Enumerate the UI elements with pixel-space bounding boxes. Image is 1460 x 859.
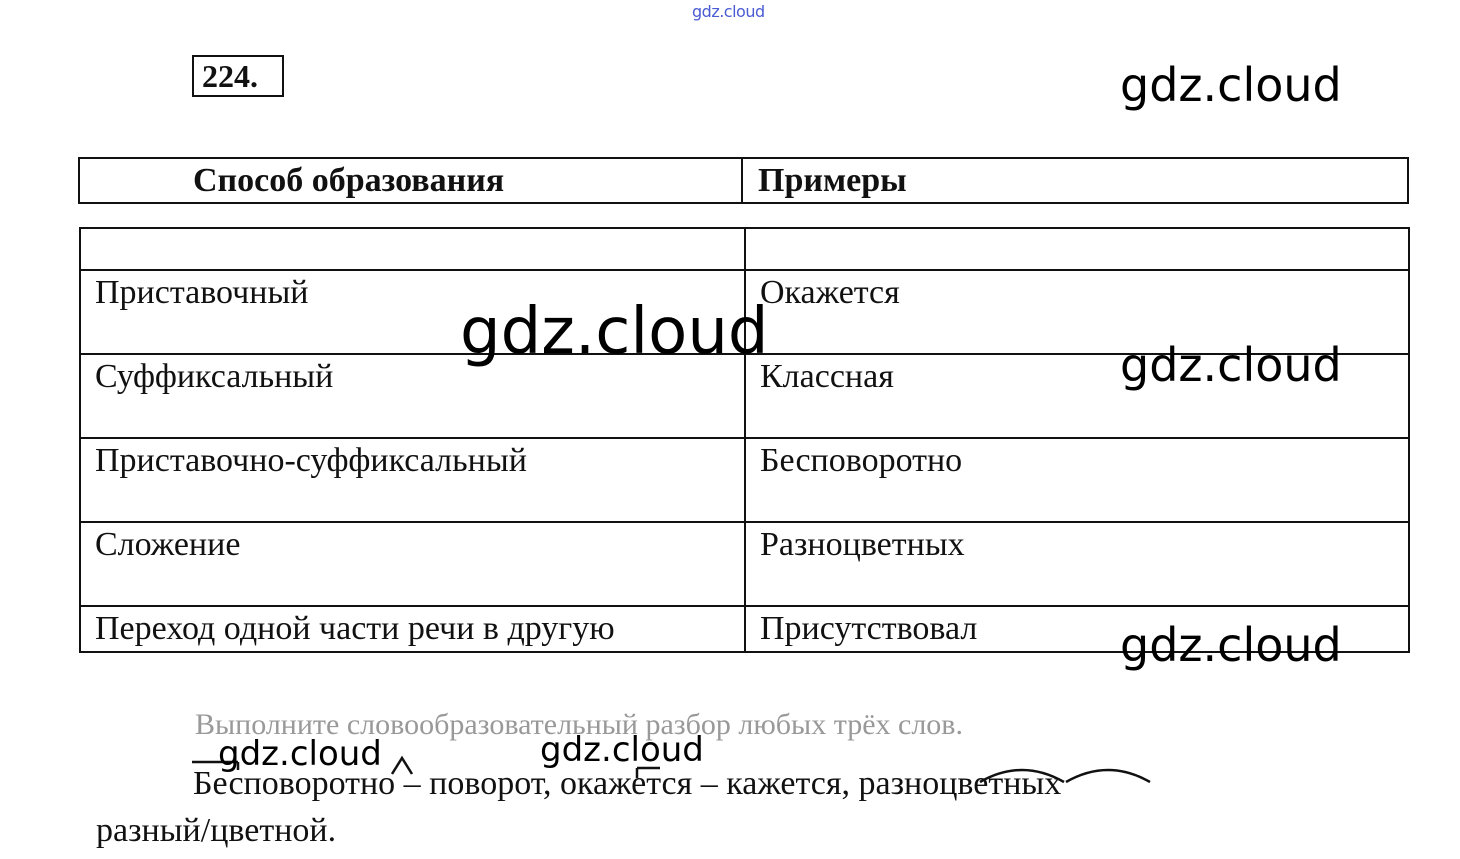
answer-line-1: Бесповоротно – поворот, окажется – кажется, разноцветных <box>193 765 1062 802</box>
example-cell: Классная <box>760 358 894 395</box>
watermark-text: gdz.cloud <box>1120 338 1342 392</box>
example-cell: Разноцветных <box>760 526 965 563</box>
watermark-text: gdz.cloud <box>1120 618 1342 672</box>
example-cell: Присутствовал <box>760 610 978 647</box>
table-row <box>81 437 1408 521</box>
example-cell: Окажется <box>760 274 900 311</box>
method-cell: Переход одной части речи в другую <box>81 607 746 651</box>
watermark-text: gdz.cloud <box>1120 58 1342 112</box>
method-cell: Приставочно-суффиксальный <box>81 439 746 521</box>
header-examples: Примеры <box>758 162 907 199</box>
top-watermark: gdz.cloud <box>692 2 765 21</box>
table-cell <box>746 229 1408 269</box>
root-arc <box>1066 770 1150 782</box>
method-cell: Приставочный <box>81 271 746 353</box>
watermark-text: gdz.cloud <box>540 730 704 770</box>
task-number: 224. <box>192 55 284 97</box>
example-cell: Бесповоротно <box>760 442 963 479</box>
method-cell: Сложение <box>81 523 746 605</box>
watermark-text: gdz.cloud <box>460 295 769 369</box>
table-row <box>81 521 1408 605</box>
method-cell: Суффиксальный <box>81 355 746 437</box>
table-header <box>78 157 1409 204</box>
table-cell <box>81 229 746 269</box>
answer-line-2: разный/цветной. <box>96 812 337 849</box>
instruction-text: Выполните словообразовательный разбор любых трёх слов. <box>195 708 963 741</box>
watermark-text: gdz.cloud <box>218 734 382 774</box>
header-method: Способ образования <box>80 159 743 202</box>
formation-table <box>79 227 1410 653</box>
table-row-empty <box>81 229 1408 269</box>
